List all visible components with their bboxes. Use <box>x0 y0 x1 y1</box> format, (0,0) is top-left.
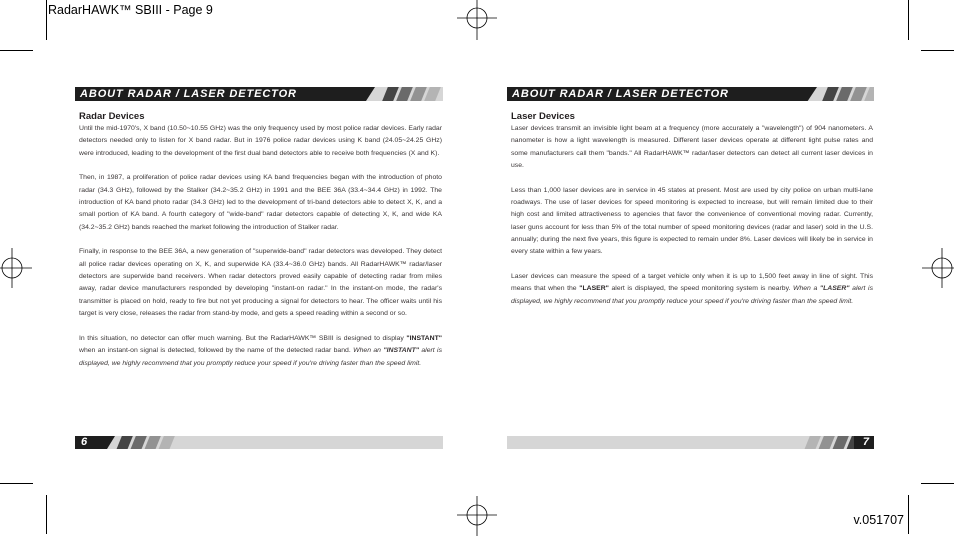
right-header-bar <box>507 87 874 101</box>
laser-paragraph-1: Laser devices transmit an invisible light beam at a frequency (more accurately a "wavelength") of 904 nanometers. A nanometer is how a light wavelength is measured. Different laser devices operate at different light pulse rates and some manufacturers call them "bands." All RadarHAWK™ radar/laser detectors can detect all current laser devices in use. <box>511 125 873 170</box>
laser-devices-heading: Laser Devices <box>511 111 575 122</box>
radar-devices-body <box>79 123 442 382</box>
left-footer-bar <box>75 436 443 449</box>
crop-mark-bottom-left-vertical <box>46 495 47 534</box>
right-header-title: ABOUT RADAR / LASER DETECTOR <box>512 88 729 100</box>
crop-mark-top-left-vertical <box>46 0 47 40</box>
crop-mark-bottom-right-horizontal <box>921 483 954 484</box>
crop-mark-top-right-vertical <box>908 0 909 40</box>
slug-title: RadarHAWK™ SBIII - Page 9 <box>48 3 213 17</box>
radar-paragraph-1: Until the mid-1970's, X band (10.50~10.55 GHz) was the only frequency used by most police radar devices. Early radar detectors needed only to listen for X band radar. But in 1976 police radar devices using K band (24.05~24.25 GHz) were introduced, leading to the development of the first dual band detectors able to receive both frequencies (X and K). <box>79 125 442 157</box>
left-header-title: ABOUT RADAR / LASER DETECTOR <box>80 88 297 100</box>
laser-paragraph-3: Laser devices can measure the speed of a target vehicle only when it is up to 1,500 feet away in line of sight. This means that when the "LASER" alert is displayed, the speed monitoring system is nearby. When a "LASER" alert is displayed, we highly recommend that you promptly reduce your speed if you're driving faster than the speed limit. <box>511 273 873 305</box>
registration-mark-right-icon <box>922 248 954 288</box>
radar-paragraph-2: Then, in 1987, a proliferation of police radar devices using KA band frequencies began with the introduction of photo radar (34.3 GHz), followed by the Stalker (34.2~35.2 GHz) in 1991 and the BEE 36A (33.4~34.4 GHz) in 1992. The introduction of KA band photo radar (34.3 GHz) led to the development of tri-band detectors able to detect X, K, and a small portion of KA band. A fourth category of "wide-band" radar detectors capable of detecting X, K, and wide KA (34.2~35.2 GHz) bands reached the market following the introduction of Stalker radar. <box>79 174 442 231</box>
registration-mark-left-icon <box>0 248 32 288</box>
crop-mark-top-right-horizontal <box>921 50 954 51</box>
crop-mark-bottom-right-vertical <box>908 495 909 534</box>
registration-mark-bottom-icon <box>457 496 497 536</box>
crop-mark-bottom-left-horizontal <box>0 483 33 484</box>
right-footer-bar <box>507 436 874 449</box>
crop-mark-top-left-horizontal <box>0 50 33 51</box>
laser-paragraph-2: Less than 1,000 laser devices are in service in 45 states at present. Most are used by city police on urban multi-lane roadways. The use of laser devices for speed monitoring is expected to increase, but will remain limited due to their high cost and limited attractiveness to agencies that favor the convenience of conventional moving radar. Currently, laser guns account for less than 5% of the total number of speed monitoring devices (radar and laser) sold in the U.S. annually; during the next five years, this figure is expected to remain under 8%. Laser devices will likely be in service in every state within a few years. <box>511 186 873 256</box>
radar-paragraph-4: In this situation, no detector can offer much warning. But the RadarHAWK™ SBIII is designed to display "INSTANT" when an instant-on signal is detected, followed by the name of the detected radar band. When an "INSTANT" alert is displayed, we highly recommend that you promptly reduce your speed if you're driving faster than the speed limit. <box>79 334 442 367</box>
radar-paragraph-3: Finally, in response to the BEE 36A, a new generation of "superwide-band" radar detectors was developed. They detect all police radar devices operating on X, K, and superwide KA (33.4~36.0 GHz) bands. All RadarHAWK™ radar/laser detectors are superwide band receivers. When radar detectors proved easily capable of detecting radar from miles away, radar device manufacturers responded by developing "instant-on radar." In the instant-on mode, the radar's transmitter is placed on hold, ready to fire but not yet producing a signal for detectors to hear. The officer waits until his target is very close, releases the radar from stand-by mode, and gets a speed reading within a second or so. <box>79 248 442 318</box>
slug-version: v.051707 <box>853 513 904 527</box>
right-page-number: 7 <box>862 436 869 448</box>
left-page-number: 6 <box>81 436 88 448</box>
laser-devices-body <box>511 123 873 321</box>
registration-mark-top-icon <box>457 0 497 40</box>
left-header-bar <box>75 87 443 101</box>
radar-devices-heading: Radar Devices <box>79 111 145 122</box>
